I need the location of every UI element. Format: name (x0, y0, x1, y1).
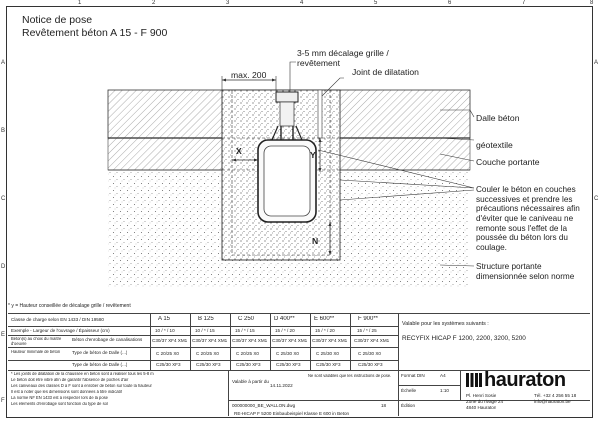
x-label: X (236, 146, 242, 156)
thickness-cell: 15 / * / 20 (275, 328, 295, 333)
thickness-cell: 15 / * / 20 (315, 328, 335, 333)
grid-col-label: 4 (300, 0, 304, 6)
class-cell: A 15 (158, 316, 171, 322)
class-cell: B 125 (198, 316, 214, 322)
row-sub-concrete: Béton d'enrobage de canalisations (72, 337, 143, 342)
grid-row-label: B (1, 128, 6, 134)
scale-label: Échelle (401, 388, 417, 393)
concrete-cell: C25/30 XF3 (156, 362, 181, 367)
grid-row-label: F (1, 398, 5, 404)
concrete-cell: C 20/25 X0 (236, 351, 259, 356)
row-sub-slab-2: Type de béton de Dalle (...) (72, 362, 128, 367)
edition-label: Édition (401, 403, 416, 408)
grid-row-label: A (594, 60, 599, 66)
concrete-cell: C25/30 XF3 (358, 362, 383, 367)
y-label: Y (310, 150, 316, 160)
geotextile-label: géotextile (476, 140, 513, 150)
grid-col-label: 5 (374, 0, 378, 6)
title-block (8, 313, 590, 416)
sheet-number: 18 (381, 403, 387, 408)
grid-col-label: 7 (522, 0, 526, 6)
grid-row-label: A (1, 60, 6, 66)
concrete-cell: C 20/25 X0 (156, 351, 179, 356)
scale-value: 1:10 (440, 388, 449, 393)
page-title: Notice de pose (22, 14, 93, 26)
grid-row-label: E (1, 332, 6, 338)
concrete-cell: C30/37 XF4 XM1 (312, 338, 348, 343)
concrete-cell: C25/30 XF3 (196, 362, 221, 367)
company-logo: hauraton (484, 369, 566, 391)
row-sub-slab-1: Type de béton de Dalle (...) (72, 350, 128, 355)
concrete-cell: C25/30 XF3 (316, 362, 341, 367)
concrete-cell: C25/30 XF3 (276, 362, 301, 367)
joint-label: Joint de dilatation (352, 67, 419, 77)
concrete-cell: C30/37 XF4 XM1 (272, 338, 308, 343)
valid-from-label: Valable à partir du (232, 379, 269, 384)
footnote: * y = Hauteur conseillée de décalage grille / revêtement (8, 303, 131, 309)
thickness-cell: 15 / * / 15 (235, 328, 255, 333)
install-note: Ne sont valables que les instructions de pose. (308, 374, 392, 378)
grid-row-label: D (1, 264, 6, 270)
format-label: Format DIN (401, 373, 425, 378)
n-label: N (312, 236, 319, 246)
row-label-min-height: Hauteur minimale de béton (11, 350, 61, 354)
valid-systems-title: Valable pour les systèmes suivants : (402, 321, 489, 327)
row-label-class: Classe de charge selon EN 1433 / DIN 19580 (11, 317, 104, 322)
grid-col-label: 1 (78, 0, 82, 6)
hauraton-logo-mark (466, 373, 482, 387)
structure-label: Structure portante dimensionnée selon norme (476, 262, 575, 281)
note-line: Les caniveaux des classes D à F sont à enrober de béton sur toute la hauteur (11, 384, 152, 388)
class-cell: E 600** (314, 316, 335, 322)
company-email: info@hauraton.be (534, 399, 571, 404)
row-label-concrete: Béton(s) au choix du maître d'oeuvre (11, 337, 62, 346)
concrete-cell: C30/37 XF4 XM1 (152, 338, 188, 343)
thickness-cell: 15 / * / 25 (357, 328, 377, 333)
note-line: Les éléments d'enrobage sont fonction du type de sol (11, 402, 108, 406)
decalage-label: 3-5 mm décalage grille / (297, 48, 389, 58)
grid-row-label: C (1, 196, 6, 202)
couche-label: Couche portante (476, 157, 540, 167)
concrete-cell: C 20/25 X0 (196, 351, 219, 356)
dalle-label: Dalle béton (476, 113, 520, 123)
grid-row-label: C (594, 196, 599, 202)
row-label-thickness: Exemple - Largeur de l'ouvrage / Épaisseur (cm) (11, 328, 110, 333)
class-cell: F 900** (358, 316, 379, 322)
file-name: RE-HICAP F 5200 Einbaubeispiel Klasse E 600 in Beton (234, 411, 350, 416)
thickness-cell: 10 / * / 10 (155, 328, 175, 333)
concrete-cell: C 25/30 X0 (276, 351, 299, 356)
drawing-number: 000000000_BE_WALLON.dwg (232, 403, 296, 408)
valid-systems: RECYFIX HICAP F 1200, 2200, 3200, 5200 (402, 335, 526, 342)
class-cell: D 400** (274, 316, 295, 322)
grid-col-label: 3 (226, 0, 230, 6)
note-line: Le béton doit être vibré afin de garantir l'absence de poches d'air (11, 378, 129, 382)
page-subtitle: Revêtement béton A 15 - F 900 (22, 27, 168, 39)
note-line: * Les joints de dilatation de la chaussée en béton sont à réaliser tous les 5-8 m (11, 372, 154, 376)
company-phone: Tél. +32 4 256 55 18 (534, 393, 577, 398)
concrete-cell: C 25/30 X0 (316, 351, 339, 356)
grid-col-label: 8 (590, 0, 594, 6)
format-value: A4 (440, 373, 446, 378)
grid-col-label: 6 (448, 0, 452, 6)
concrete-cell: C 25/30 X0 (358, 351, 381, 356)
company-address: Pl. Henri Sosie (466, 393, 497, 398)
concrete-cell: C30/37 XF4 XM1 (232, 338, 268, 343)
concrete-cell: C25/30 XF3 (236, 362, 261, 367)
note-line: La norme NF EN 1433 est à respecter lors de la pose (11, 396, 108, 400)
valid-from-date: 14.11.2022 (270, 383, 293, 388)
thickness-cell: 10 / * / 15 (195, 328, 215, 333)
couler-label: Couler le béton en couches successives et prendre les précautions nécessaires afin d'éviter que le caniveau ne remonte sous l'effet de la poussée du béton lors du coulage. (476, 185, 580, 253)
expansion-joint (318, 90, 322, 138)
company-address: 4840 Hauraton (466, 405, 497, 410)
concrete-cell: C30/37 XF4 XM1 (192, 338, 228, 343)
note-line: Il est à noter que les dimensions sont données à titre indicatif (11, 390, 122, 394)
grid-col-label: 2 (152, 0, 156, 6)
decalage-label-2: revêtement (297, 58, 340, 68)
company-address: Zone du rivage 24 (466, 399, 504, 404)
concrete-cell: C30/37 XF4 XM1 (354, 338, 390, 343)
max-label: max. 200 (231, 70, 267, 80)
class-cell: C 250 (238, 316, 255, 322)
